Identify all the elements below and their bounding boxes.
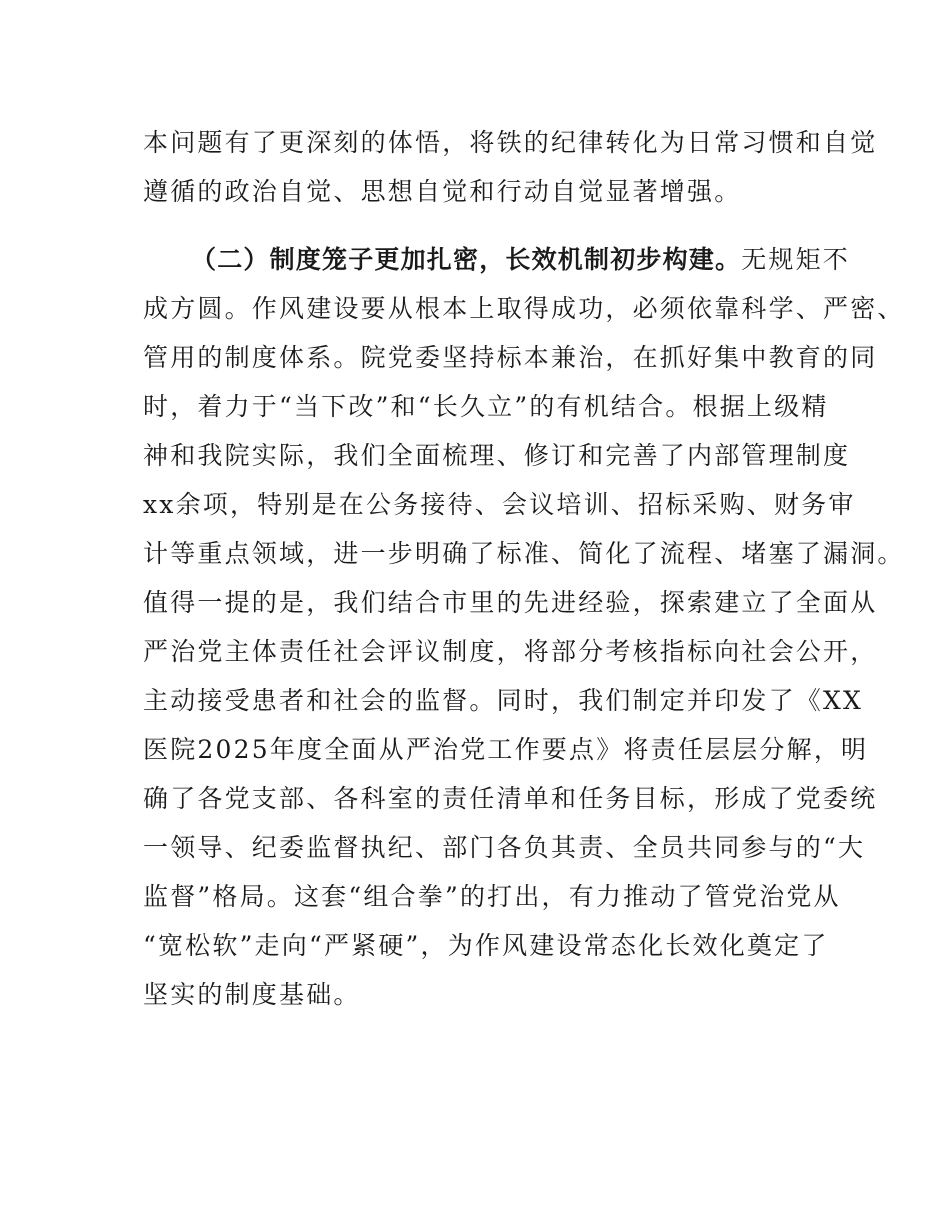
paragraph-line: 严治党主体责任社会评议制度，将部分考核指标向社会公开， [143, 637, 878, 666]
paragraph-line: 值得一提的是，我们结合市里的先进经验，探索建立了全面从 [143, 588, 878, 617]
paragraph-line: 本问题有了更深刻的体悟，将铁的纪律转化为日常习惯和自觉 [143, 128, 878, 157]
paragraph-line: 计等重点领域，进一步明确了标准、简化了流程、堵塞了漏洞。 [143, 539, 905, 568]
paragraph-line: 确了各党支部、各科室的责任清单和任务目标，形成了党委统 [143, 784, 878, 813]
paragraph-line: 成方圆。作风建设要从根本上取得成功，必须依靠科学、严密、 [143, 294, 905, 323]
section-first-line [191, 244, 850, 276]
paragraph-line: 时，着力于“当下改”和“长久立”的有机结合。根据上级精 [143, 392, 829, 421]
paragraph-line: 管用的制度体系。院党委坚持标本兼治，在抓好集中教育的同 [143, 343, 878, 372]
section-lead-text: 无规矩不 [741, 245, 851, 274]
paragraph-line: 监督”格局。这套“组合拳”的打出，有力推动了管党治党从 [143, 882, 841, 911]
paragraph-line: xx余项，特别是在公务接待、会议培训、招标采购、财务审 [143, 490, 856, 519]
paragraph-line: 遵循的政治自觉、思想自觉和行动自觉显著增强。 [143, 177, 742, 206]
paragraph-line: 一领导、纪委监督执纪、部门各负其责、全员共同参与的“大 [143, 833, 866, 862]
paragraph-line: 医院2025年度全面从严治党工作要点》将责任层层分解，明 [143, 735, 869, 764]
paragraph-line: 神和我院实际，我们全面梳理、修订和完善了内部管理制度 [143, 441, 851, 470]
paragraph-line: 主动接受患者和社会的监督。同时，我们制定并印发了《XX [143, 686, 863, 715]
paragraph-line: 坚实的制度基础。 [143, 980, 361, 1009]
paragraph-line: “宽松软”走向“严紧硬”，为作风建设常态化长效化奠定了 [143, 931, 829, 960]
section-heading: （二）制度笼子更加扎密，长效机制初步构建。 [191, 245, 742, 274]
